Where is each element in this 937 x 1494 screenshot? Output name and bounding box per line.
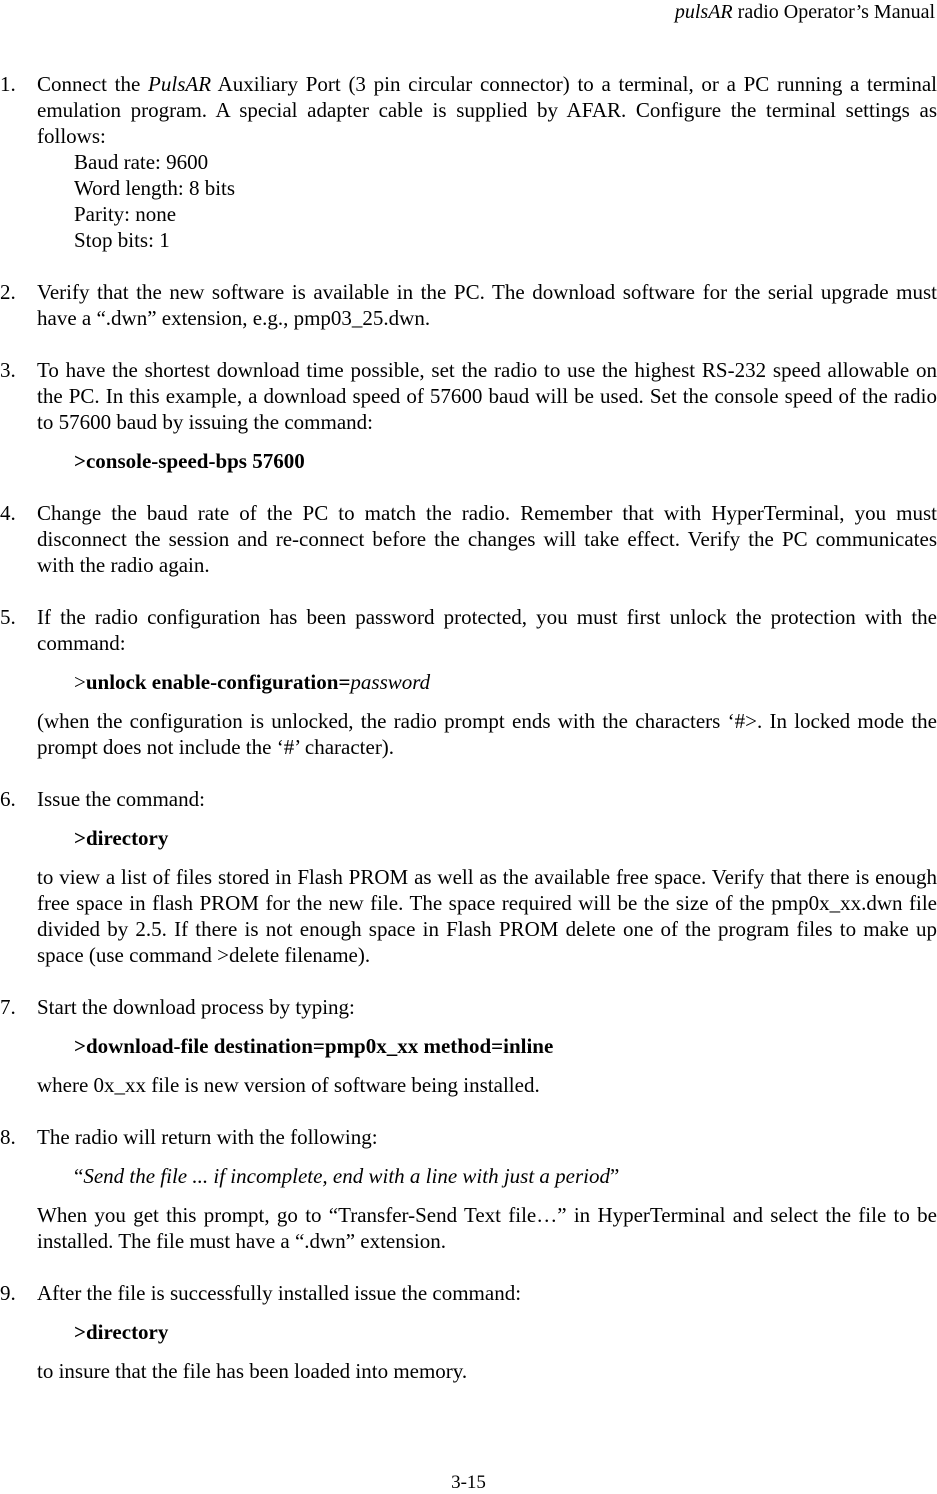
radio-prompt-quote: “Send the file ... if incomplete, end with a line with just a period” (74, 1164, 620, 1188)
running-header (675, 0, 935, 24)
list-item (0, 279, 937, 331)
step-number: 4. (0, 501, 16, 525)
step-note: where 0x_xx file is new version of software being installed. (37, 1073, 540, 1097)
command-line: >console-speed-bps 57600 (74, 449, 305, 473)
step-text: After the file is successfully installed issue the command: (37, 1281, 522, 1305)
step-note: (when the configuration is unlocked, the radio prompt ends with the characters ‘#>. In locked mode the prompt does not include the ‘#’ character). (37, 709, 937, 759)
step-note: When you get this prompt, go to “Transfer-Send Text file…” in HyperTerminal and select the file to be installed. The file must have a “.dwn” extension. (37, 1203, 937, 1253)
step-number: 2. (0, 280, 16, 304)
step-note: to insure that the file has been loaded into memory. (37, 1359, 468, 1383)
step-note: to view a list of files stored in Flash PROM as well as the available free space. Verify that there is enough free space in flash PROM for the new file. The space required will be the size of the pmp0x_xx.dwn file divided by 2.5. If there is not enough space in Flash PROM delete one of the program files to make up space (use command >delete filename). (37, 865, 937, 967)
list-item (0, 357, 937, 474)
step-text: Verify that the new software is available in the PC. The download software for the serial upgrade must have a “.dwn” extension, e.g., pmp03_25.dwn. (37, 280, 937, 330)
step-text: Start the download process by typing: (37, 995, 355, 1019)
list-item (0, 994, 937, 1098)
setting-word-length: Word length: 8 bits (74, 176, 236, 200)
step-number: 7. (0, 995, 16, 1019)
terminal-settings (37, 149, 937, 253)
header-title: radio Operator’s Manual (732, 1, 935, 23)
step-number: 6. (0, 787, 16, 811)
step-number: 1. (0, 72, 16, 96)
step-text: The radio will return with the following: (37, 1125, 378, 1149)
list-item (0, 786, 937, 968)
step-text: If the radio configuration has been password protected, you must first unlock the protection with the command: (37, 605, 937, 655)
step-text: Change the baud rate of the PC to match the radio. Remember that with HyperTerminal, you must disconnect the session and re-connect before the changes will take effect. Verify the PC communicates with the radio again. (37, 501, 937, 577)
command-line: >unlock enable-configuration=password (74, 670, 431, 694)
command-line: >directory (74, 1320, 169, 1344)
list-item (0, 71, 937, 253)
list-item (0, 1280, 937, 1384)
list-item (0, 500, 937, 578)
page-number: 3-15 (451, 1472, 486, 1493)
list-item (0, 604, 937, 760)
step-text: Issue the command: (37, 787, 205, 811)
list-item (0, 1124, 937, 1254)
setting-baud-rate: Baud rate: 9600 (74, 150, 209, 174)
command-line: >download-file destination=pmp0x_xx method=inline (74, 1034, 554, 1058)
step-number: 9. (0, 1281, 16, 1305)
setting-parity: Parity: none (74, 202, 177, 226)
step-text: Connect the PulsAR Auxiliary Port (3 pin circular connector) to a terminal, or a PC running a terminal emulation program. A special adapter cable is supplied by AFAR. Configure the terminal settings as follows: (37, 72, 937, 148)
step-number: 8. (0, 1125, 16, 1149)
step-text: To have the shortest download time possible, set the radio to use the highest RS-232 speed allowable on the PC. In this example, a download speed of 57600 baud will be used. Set the console speed of the radio to 57600 baud by issuing the command: (37, 358, 937, 434)
procedure-list (0, 71, 937, 1410)
step-number: 3. (0, 358, 16, 382)
product-name: PulsAR (148, 72, 212, 96)
header-product-name: pulsAR (674, 1, 733, 23)
step-number: 5. (0, 605, 16, 629)
command-line: >directory (74, 826, 169, 850)
setting-stop-bits: Stop bits: 1 (74, 228, 170, 252)
